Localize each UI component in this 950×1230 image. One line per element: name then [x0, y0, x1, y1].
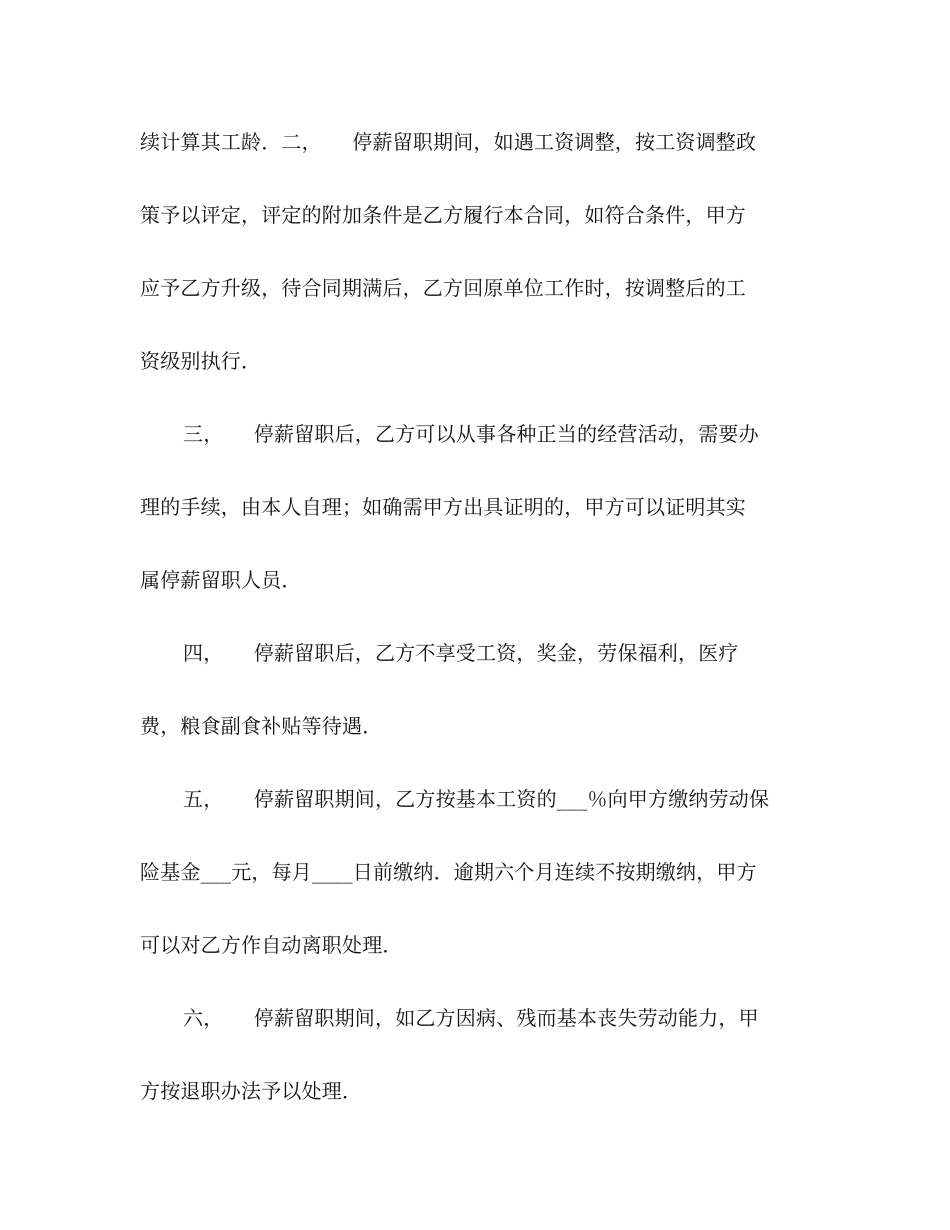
text-line: 费，粮食副食补贴等待遇． [140, 714, 383, 738]
clause-4-start: 四， 停薪留职后，乙方不享受工资，奖金，劳保福利，医疗 [183, 641, 739, 665]
text-line: 可以对乙方作自动离职处理． [140, 933, 403, 957]
text-line: 资级别执行． [140, 349, 262, 373]
text-line: 续计算其工龄．二， 停薪留职期间，如遇工资调整，按工资调整政 [140, 130, 757, 154]
text-line: 应予乙方升级，待合同期满后，乙方回原单位工作时，按调整后的工 [140, 276, 746, 300]
clause-6-start: 六， 停薪留职期间，如乙方因病、残而基本丧失劳动能力，甲 [183, 1006, 759, 1030]
text-line: 方按退职办法予以处理． [140, 1079, 363, 1103]
clause-5-start: 五， 停薪留职期间，乙方按基本工资的___％向甲方缴纳劳动保 [183, 787, 770, 811]
text-line: 策予以评定，评定的附加条件是乙方履行本合同，如符合条件，甲方 [140, 203, 746, 227]
clause-3-start: 三， 停薪留职后，乙方可以从事各种正当的经营活动，需要办 [183, 422, 759, 446]
text-line: 理的手续，由本人自理；如确需甲方出具证明的，甲方可以证明其实 [140, 495, 746, 519]
text-line: 险基金___元，每月____日前缴纳．逾期六个月连续不按期缴纳，甲方 [140, 860, 757, 884]
text-line: 属停薪留职人员． [140, 568, 302, 592]
